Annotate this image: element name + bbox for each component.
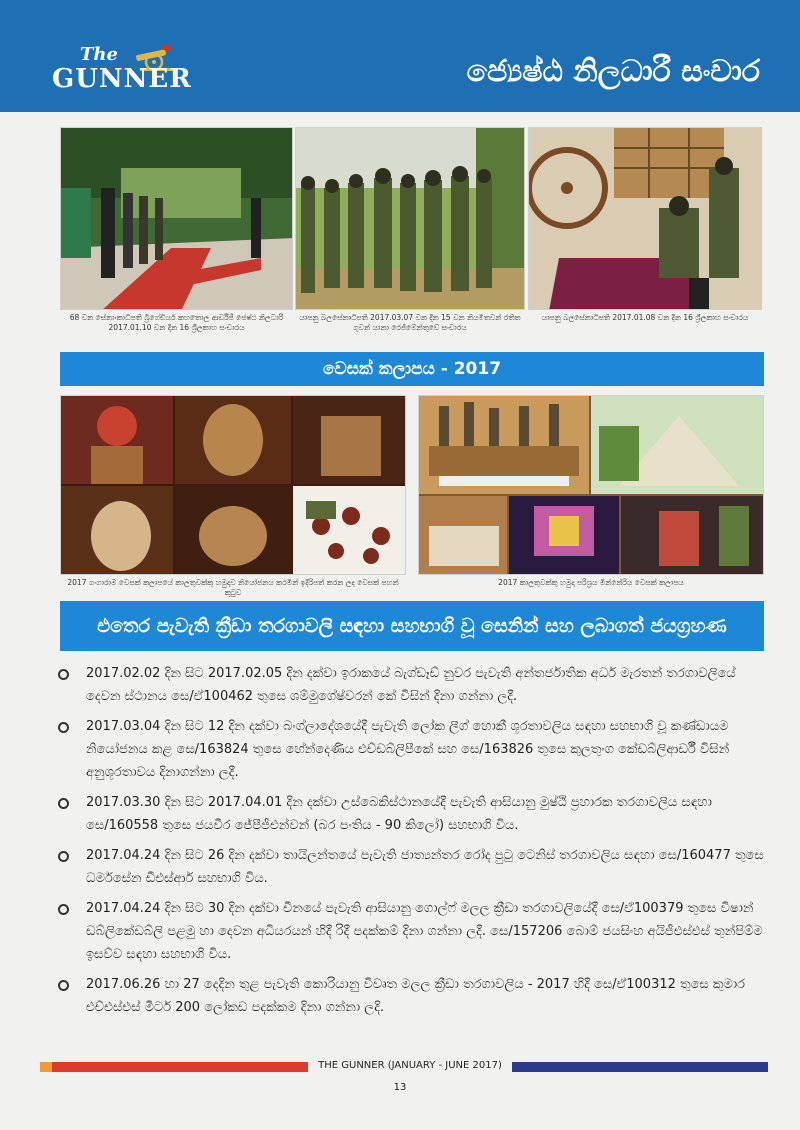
achievements-list	[58, 662, 770, 1026]
bullet-icon	[58, 798, 69, 809]
page-number: 13	[393, 1082, 407, 1093]
footer-bar-orange	[40, 1062, 52, 1072]
list-item-text: 2017.03.30 දින සිට 2017.04.01 දින දක්වා උස්බෙකිස්ථානයේදී පැවැති ආසියානු මුෂ්ඨි ප්‍රහාරක තරගාවලිය සඳහා සෙ/160558 තුසෙ ජයවීර ජේපීජීඑන්වන් (බර පංතිය - 90 කිලෝ) සහභාගි විය.	[86, 795, 712, 833]
list-item-text: 2017.03.04 දින සිට 12 දින දක්වා බංග්ලාදේශයේදී පැවැති ලෝක ලීග් හොකී ශූරතාවලිය සඳහා සහභාගි වූ කණ්ඩායම නියෝජනය කළ සෙ/163824 තුසෙ හේන්දෙණිය එච්ඩබ්ලිපීකේ සහ සෙ/163826 තුසෙ කුලතුංග කේඩබ්ලිආර්ඩී විසින් අනුශූරතාවය දිනාගන්නා ලදී.	[86, 719, 730, 780]
list-item-text: 2017.06.26 හා 27 දෙදින තුළ පැවැති කොරියානු විවෘත මලල ක්‍රීඩා තරගාවලිය - 2017 හිදී සෙ/ඒ100312 තුසෙ කුමාර එච්එස්එස් මීටර් 200 ලෝකඩ පදක්කම දිනා ගන්නා ලදි.	[86, 977, 745, 1015]
list-item	[58, 844, 770, 890]
section-title-achievements: එතෙර පැවැති ක්‍රීඩා තරගාවලි සඳහා සහභාගි වූ සෙනින් සහ ලබාගත් ජයග්‍රහණ	[60, 601, 764, 651]
bullet-icon	[58, 980, 69, 991]
list-item	[58, 973, 770, 1019]
logo-gunner: GUNNER	[52, 64, 192, 94]
section-title-vesak: වෙසක් කලාපය - 2017	[60, 352, 764, 386]
bullet-icon	[58, 851, 69, 862]
footer-publication: THE GUNNER (JANUARY - JUNE 2017)	[318, 1060, 502, 1071]
list-item-text: 2017.04.24 දින සිට 30 දින දක්වා චීනයේ පැවැති ආසියානු ගොල්ෆ් මලල ක්‍රීඩා තරගාවලියේදී සෙ/ඒ100379 තුසෙ විෂාන් ඩබ්ලිකේඩබ්ලි පළමු හා දෙවන අධියරයන් හිදී රිදී පදක්කම් දිනා ගන්නා ලදී. සෙ/157206 බොම් ජයසිංහ අයිජීඑස්එස් තුන්පිම්ම ඉසව්ව සඳහා සහභාගි විය.	[86, 901, 763, 962]
photo-commander-visit	[295, 127, 525, 310]
page-header	[0, 0, 800, 112]
photo-vesak-minneriya	[418, 395, 764, 575]
photo-caption-1: 68 වන සේනාංකාධිපති බ්‍රිගේඩියර් කහතොල ආර්ඩීජී ජෙෂ්ඨ නිලධාරී 2017.01.10 වන දින 16 ශ්‍රීලකාහ සංචාරය	[69, 313, 284, 332]
photo-vesak-gangaramaya	[60, 395, 406, 575]
list-item	[58, 715, 770, 784]
photo-caption-3: යාපනු බලසේනාධිපති 2017.01.08 වන දින 16 ශ්‍රීලකාහ සංචාරය	[541, 313, 749, 322]
vesak-caption-right: 2017 කාලතුවක්කු හමුදා පරිශ්‍රය මින්නේරිය වෙසක් කලාපය	[498, 578, 684, 587]
gunner-logo	[50, 42, 190, 102]
bullet-icon	[58, 722, 69, 733]
footer-bar-blue	[512, 1062, 768, 1072]
list-item	[58, 791, 770, 837]
list-item-text: 2017.04.24 දින සිට 26 දින දක්වා තායිලන්තයේ පැවැති ජාත්‍යන්තර රෝද පුටු ටෙනිස් තරගාවලිය සඳහා සෙ/160477 තුසෙ ධර්මසේන ඩීඑස්ආර් සහභාගි විය.	[86, 848, 764, 886]
photo-guard-of-honour	[60, 127, 293, 310]
bullet-icon	[58, 904, 69, 915]
vesak-caption-left: 2017 ගංගාරාම වෙසක් කලාපයේ කාලතුවක්කු හමුදාව නියෝජනය කරමින් ඉදිරිපත් කරන ලද වෙසක් පහන් කුටුව	[67, 578, 399, 597]
photo-caption-2: යාපනු බලසේනාධිපති 2017.03.07 වන දින 15 වන නියමිතවන් රතිත ගුවන් යානා රෙජිමේන්තුවේ සංචාරය	[299, 313, 521, 332]
list-item-text: 2017.02.02 දින සිට 2017.02.05 දින දක්වා ඉරාකයේ බැග්ඩෑඩ් නුවර පැවැති අන්තර්ජාතික අර්ධ මැරතන් තරගාවලියේ දෙවන ස්ථානය සෙ/ඒ100462 තුසෙ ශම්මුගේෂ්වරන් කේ විසින් දිනා ගන්නා ලදී.	[86, 666, 736, 704]
footer-bar-red	[40, 1062, 308, 1072]
list-item	[58, 662, 770, 708]
logo-the: The	[80, 44, 118, 65]
photo-commander-signing	[528, 127, 762, 310]
page-title: ජ්‍යෙෂ්ඨ නිලධාරී සංචාර	[466, 54, 760, 89]
list-item	[58, 897, 770, 966]
bullet-icon	[58, 669, 69, 680]
